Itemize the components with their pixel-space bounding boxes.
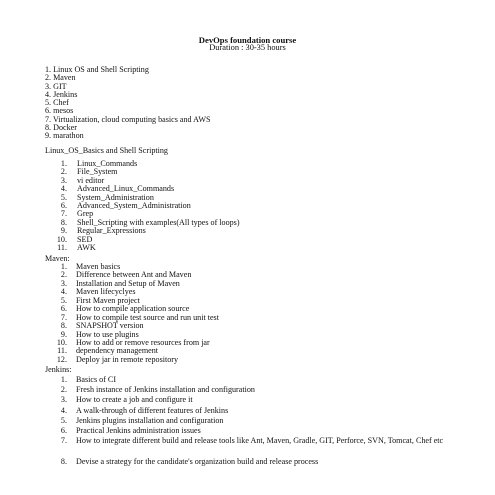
item-number: 7. [60,209,67,219]
overview-item: 6. mesos [45,106,74,116]
maven-section-heading: Maven: [45,254,70,263]
item-text: Regular_Expressions [77,226,146,236]
item-number: 10. [56,337,67,347]
item-number: 11. [57,346,67,356]
item-text: A walk-through of different features of Jenkins [76,405,229,415]
item-number: 9. [60,329,67,339]
jenkins-section-heading: Jenkins: [45,365,72,374]
document-duration: Duration : 30-35 hours [209,43,286,52]
item-number: 11. [57,242,67,252]
item-text: How to add or remove resources from jar [76,337,210,347]
item-text: How to create a job and configure it [76,395,193,405]
item-text: Fresh instance of Jenkins installation and configuration [76,385,255,395]
overview-item: 8. Docker [45,123,77,133]
item-number: 1. [60,159,67,168]
item-text: AWK [77,242,96,252]
item-text: Difference between Ant and Maven [76,270,192,280]
item-number: 8. [60,457,67,467]
item-text: System_Administration [77,192,154,202]
item-number: 6. [60,304,67,314]
item-text: SED [77,234,93,244]
item-text: Basics of CI [76,375,117,384]
course-overview-list [45,66,211,141]
item-text: SNAPSHOT version [76,321,144,331]
overview-item: 2. Maven [45,73,76,83]
item-number: 5. [60,415,67,425]
document-title: DevOps foundation course [198,35,297,45]
item-number: 2. [60,385,67,395]
item-text: Advanced_Linux_Commands [77,184,175,194]
item-number: 10. [56,234,67,244]
item-text: Installation and Setup of Maven [76,278,180,288]
item-text: Shell_Scripting with examples(All types of loops) [77,217,240,227]
linux-section-heading: Linux_OS_Basics and Shell Scripting [45,146,168,155]
item-number: 4. [60,184,67,194]
item-number: 8. [60,217,67,227]
item-number: 1. [60,375,67,384]
item-text: Maven basics [76,262,121,271]
item-number: 5. [60,295,67,305]
item-text: dependency management [76,346,159,356]
item-number: 2. [60,270,67,280]
item-text: How to compile application source [76,304,190,314]
overview-item: 1. Linux OS and Shell Scripting [45,65,149,74]
item-text: Grep [77,209,94,219]
item-number: 5. [60,192,67,202]
item-text: How to compile test source and run unit test [76,312,219,322]
item-text: Deploy jar in remote repository [76,354,179,364]
item-text: Linux_Commands [77,159,138,168]
item-text: How to integrate different build and release tools like Ant, Maven, Gradle, GIT, Perforce, SVN, Tomcat, Chef etc [76,436,444,446]
item-text: File_System [77,167,118,177]
item-text: Devise a strategy for the candidate's organization build and release process [76,457,319,467]
item-text: vi editor [77,175,105,185]
item-number: 4. [60,287,67,297]
overview-item: 9. marathon [45,131,84,141]
item-text: Practical Jenkins administration issues [76,425,201,435]
item-number: 7. [60,436,67,446]
item-text: Maven lifecyclyes [76,287,136,297]
item-text: First Maven project [76,295,140,305]
item-number: 8. [60,321,67,331]
item-text: Advanced_System_Administration [77,200,191,210]
overview-item: 3. GIT [45,81,67,91]
item-number: 3. [60,395,67,405]
item-number: 3. [60,278,67,288]
item-number: 6. [60,200,67,210]
item-text: How to use plugins [76,329,139,339]
item-number: 12. [56,354,67,364]
overview-item: 7. Virtualization, cloud computing basics and AWS [45,114,211,124]
item-number: 6. [60,425,67,435]
item-number: 7. [60,312,67,322]
item-number: 9. [60,226,67,236]
item-number: 2. [60,167,67,177]
item-number: 3. [60,175,67,185]
item-number: 1. [60,262,67,271]
overview-item: 4. Jenkins [45,89,78,99]
item-text: Jenkins plugins installation and configuration [76,415,224,425]
overview-item: 5. Chef [45,98,69,108]
item-number: 4. [60,405,67,415]
